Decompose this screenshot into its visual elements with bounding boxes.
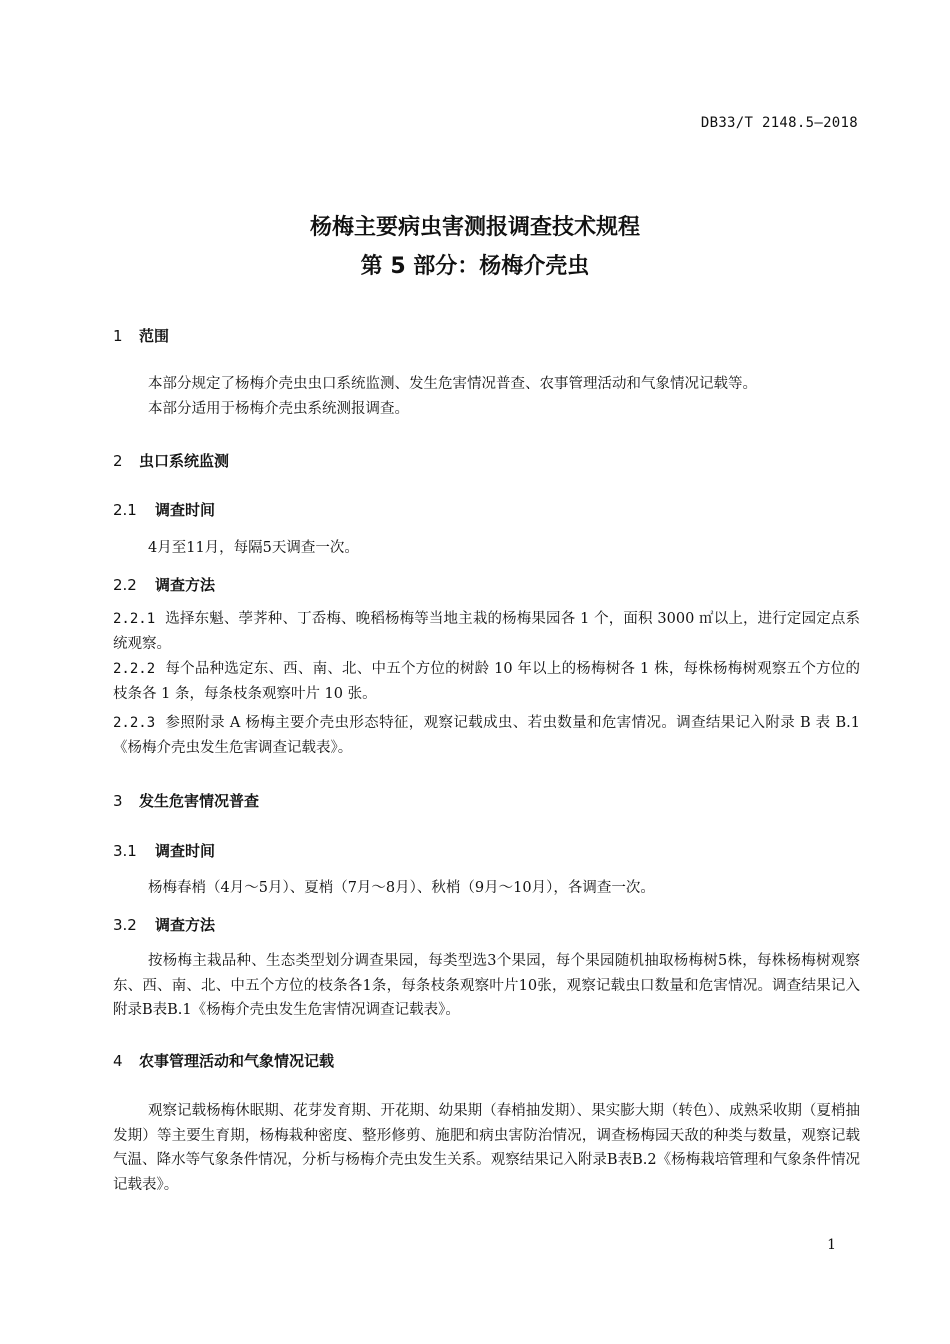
subsection-title: 调查方法: [155, 916, 216, 934]
paragraph: 本部分适用于杨梅介壳虫系统测报调查。: [148, 401, 409, 417]
paragraph: 观察记载杨梅休眠期、花芽发育期、开花期、幼果期（春梢抽发期）、果实膨大期（转色）、成熟采收期（夏梢抽发期）等主要生育期，杨梅栽种密度、整形修剪、施肥和病虫害防治情况，调查杨梅园天敌的种类与数量，观察记载气温、降水等气象条件情况，分析与杨梅介壳虫发生关系。观察结果记入附录B表B.2《杨梅栽培管理和气象条件情况记载表》。: [113, 1103, 860, 1193]
section-4-heading: [113, 1050, 334, 1071]
subsection-number: 2.1: [113, 501, 137, 519]
subsection-number: 3.1: [113, 842, 137, 860]
clause-text: 每个品种选定东、西、南、北、中五个方位的树龄 10 年以上的杨梅树各 1 株，每株杨梅树观察五个方位的枝条各 1 条，每条枝条观察叶片 10 张。: [113, 661, 860, 702]
standard-code: DB33/T 2148.5—2018: [700, 115, 858, 131]
section-number: 1: [113, 327, 123, 345]
section-number: 4: [113, 1052, 123, 1070]
clause-2-2-1: [113, 607, 860, 656]
paragraph: 杨梅春梢（4月～5月）、夏梢（7月～8月）、秋梢（9月～10月），各调查一次。: [148, 880, 655, 896]
document-subtitle: 第 5 部分：杨梅介壳虫: [360, 254, 590, 279]
section-title: 范围: [139, 327, 170, 345]
clause-number: 2.2.2: [113, 661, 156, 677]
subsection-3-1-heading: [113, 840, 215, 861]
paragraph: 本部分规定了杨梅介壳虫虫口系统监测、发生危害情况普查、农事管理活动和气象情况记载等。: [148, 376, 757, 392]
section-number: 2: [113, 452, 123, 470]
section-title: 虫口系统监测: [139, 452, 230, 470]
page-number: 1: [827, 1237, 836, 1253]
subsection-title: 调查方法: [155, 576, 216, 594]
subsection-3-2-heading: [113, 914, 215, 935]
section-title: 发生危害情况普查: [139, 792, 260, 810]
paragraph: 按杨梅主栽品种、生态类型划分调查果园，每类型选3个果园，每个果园随机抽取杨梅树5株，每株杨梅树观察东、西、南、北、中五个方位的枝条各1条，每条枝条观察叶片10张，观察记载虫口数量和危害情况。调查结果记入附录B表B.1《杨梅介壳虫发生危害情况调查记载表》。: [113, 953, 860, 1018]
clause-number: 2.2.1: [113, 611, 156, 627]
subsection-number: 3.2: [113, 916, 137, 934]
subsection-2-1-heading: [113, 499, 215, 520]
clause-number: 2.2.3: [113, 715, 156, 731]
section-number: 3: [113, 792, 123, 810]
section-title: 农事管理活动和气象情况记载: [139, 1052, 335, 1070]
subsection-title: 调查时间: [155, 842, 216, 860]
subsection-title: 调查时间: [155, 501, 216, 519]
clause-text: 选择东魁、荸荠种、丁岙梅、晚稻杨梅等当地主栽的杨梅果园各 1 个，面积 3000 ㎡以上，进行定园定点系统观察。: [113, 611, 860, 652]
subsection-number: 2.2: [113, 576, 137, 594]
clause-text: 参照附录 A 杨梅主要介壳虫形态特征，观察记载成虫、若虫数量和危害情况。调查结果记入附录 B 表 B.1《杨梅介壳虫发生危害调查记载表》。: [113, 715, 860, 756]
paragraph: 4月至11月，每隔5天调查一次。: [148, 540, 359, 556]
section-3-heading: [113, 790, 259, 811]
subsection-2-2-heading: [113, 574, 215, 595]
section-2-heading: [113, 450, 229, 471]
clause-2-2-2: [113, 657, 860, 706]
clause-2-2-3: [113, 711, 860, 760]
document-title: 杨梅主要病虫害测报调查技术规程: [309, 215, 640, 240]
section-1-heading: [113, 325, 169, 346]
